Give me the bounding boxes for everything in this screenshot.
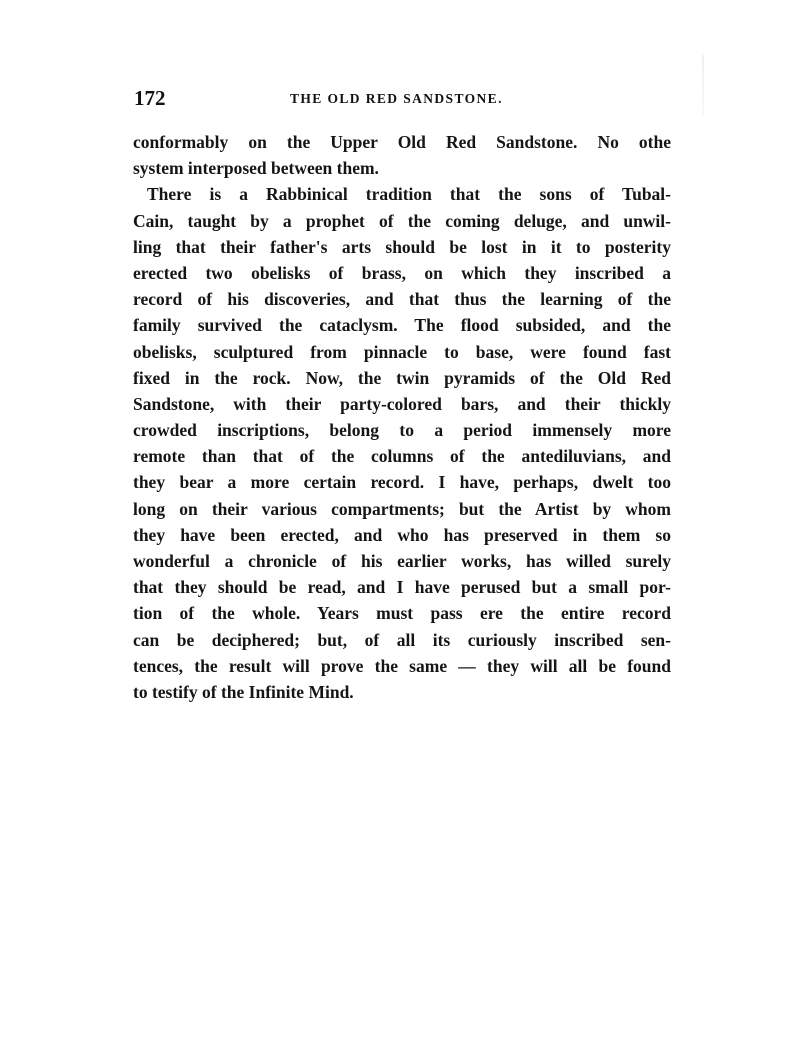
text-line: to testify of the Infinite Mind. bbox=[133, 681, 354, 702]
text-line: There is a Rabbinical tradition that the sons of Tubal- bbox=[147, 184, 671, 205]
text-line: wonderful a chronicle of his earlier works, has willed surely bbox=[133, 551, 671, 571]
scan-edge-mark bbox=[702, 55, 704, 115]
text-line: family survived the cataclysm. The flood subsided, and the bbox=[133, 315, 671, 336]
text-line: long on their various compartments; but the Artist by whom bbox=[133, 498, 671, 519]
text-line: can be deciphered; but, of all its curiously inscribed sen- bbox=[133, 629, 671, 650]
text-line: erected two obelisks of brass, on which they inscribed a bbox=[133, 262, 671, 283]
text-line: crowded inscriptions, belong to a period immensely more bbox=[133, 420, 671, 441]
text-line: conformably on the Upper Old Red Sandstone. No othe bbox=[133, 132, 671, 152]
text-line: ling that their father's arts should be lost in it to posterity bbox=[133, 236, 671, 257]
running-head bbox=[132, 86, 670, 110]
text-line: Cain, taught by a prophet of the coming deluge, and unwil- bbox=[133, 210, 671, 231]
text-line: record of his discoveries, and that thus the learning of the bbox=[133, 289, 671, 310]
text-line: they have been erected, and who has preserved in them so bbox=[133, 524, 671, 545]
text-line: that they should be read, and I have perused but a small por- bbox=[133, 577, 671, 598]
text-line: system interposed between them. bbox=[133, 158, 379, 179]
text-line: tences, the result will prove the same — they will all be found bbox=[133, 655, 671, 676]
body-text bbox=[133, 129, 671, 705]
text-line: obelisks, sculptured from pinnacle to base, were found fast bbox=[133, 341, 671, 362]
text-line: fixed in the rock. Now, the twin pyramids of the Old Red bbox=[133, 367, 671, 388]
page-number: 172 bbox=[134, 86, 166, 110]
text-line: remote than that of the columns of the antediluvians, and bbox=[133, 446, 671, 467]
text-line: they bear a more certain record. I have, perhaps, dwelt too bbox=[133, 472, 671, 493]
running-title: THE OLD RED SANDSTONE. bbox=[290, 91, 503, 106]
text-line: tion of the whole. Years must pass ere the entire record bbox=[133, 603, 671, 624]
text-line: Sandstone, with their party-colored bars, and their thickly bbox=[133, 393, 671, 414]
